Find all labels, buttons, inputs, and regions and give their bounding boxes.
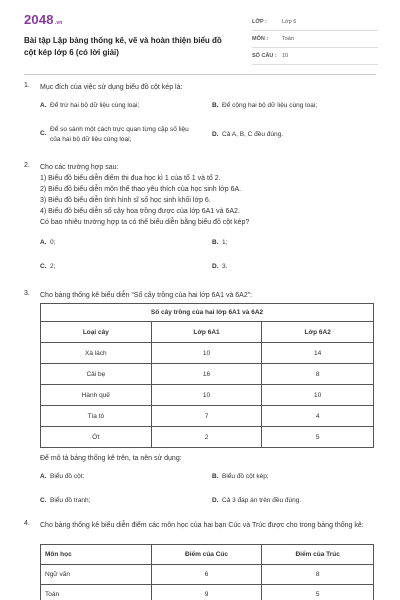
table-row xyxy=(41,427,374,448)
option-b[interactable]: B. Biểu đồ cột kép; xyxy=(212,473,269,480)
options xyxy=(40,228,376,278)
table-cell: Ngữ văn xyxy=(41,565,152,585)
column-header: Lớp 6A1 xyxy=(151,322,262,343)
meta-row-class xyxy=(252,14,378,31)
meta-row-count xyxy=(252,48,378,65)
table-row xyxy=(41,364,374,385)
column-header: Điểm của Cúc xyxy=(151,545,262,565)
question-3-followup xyxy=(24,453,376,513)
meta-row-subject xyxy=(252,31,378,48)
question-number: 4. xyxy=(24,520,30,527)
table-cell: 7 xyxy=(151,406,262,427)
question-text: Cho các trường hợp sau: 1) Biểu đồ biểu diễn điểm thi đua học kì 1 của tổ 1 và tổ 2. 2) Biểu đồ biểu diễn môn thể thao yêu thích của học sinh lớp 6A. 3) Biểu đồ biểu diễn tình hình sĩ số học sinh khối lớp 6. 4) Biểu đồ biểu diễn số cây hoa trồng được của lớp 6A1 và 6A2. Có bao nhiêu trường hợp ta có thể biểu diễn bằng biểu đồ cột kép? xyxy=(40,164,250,226)
table-cell: 10 xyxy=(151,385,262,406)
table-row xyxy=(41,565,374,585)
option-b[interactable]: B. Để cộng hai bộ dữ liệu cùng loại; xyxy=(212,102,318,109)
meta-label: MÔN : xyxy=(252,36,269,42)
option-b[interactable]: B. 1; xyxy=(212,239,228,246)
site-logo[interactable]: 2048.vn xyxy=(24,12,63,27)
option-c[interactable]: C. 2; xyxy=(40,263,56,270)
question-1 xyxy=(24,82,376,152)
table-cell: Tía tô xyxy=(41,406,152,427)
question-4 xyxy=(24,520,376,544)
table-cell: 16 xyxy=(151,364,262,385)
table-cell: 5 xyxy=(262,585,374,600)
table-cell: Cải bẹ xyxy=(41,364,152,385)
document-title: Bài tập Lập bảng thống kê, vẽ và hoàn thiện biểu đồ cột kép lớp 6 (có lời giải) xyxy=(24,36,222,57)
option-d[interactable]: D. Cả 3 đáp án trên đều đúng. xyxy=(212,497,302,504)
meta-value: Lớp 6 xyxy=(282,19,297,25)
table-cell: 6 xyxy=(151,565,262,585)
table-row xyxy=(41,385,374,406)
table-row xyxy=(41,343,374,364)
question-2 xyxy=(24,162,376,280)
question-number: 1. xyxy=(24,82,30,89)
table-cell: Ớt xyxy=(41,427,152,448)
column-header: Lớp 6A2 xyxy=(262,322,374,343)
table-cell: 10 xyxy=(262,385,374,406)
options xyxy=(40,464,376,512)
question-text: Để mô tả bảng thống kê trên, ta nên sử dụng: xyxy=(40,455,182,462)
table-cell: 10 xyxy=(151,343,262,364)
table-cell: Toán xyxy=(41,585,152,600)
question-text: Cho bảng thống kê biểu diễn điểm các môn học của hai bạn Cúc và Trúc được cho trong bảng thống kê: xyxy=(40,522,364,529)
option-a[interactable]: A. Biểu đồ cột; xyxy=(40,473,85,480)
column-header: Loại cây xyxy=(41,322,152,343)
grades-table xyxy=(40,544,374,600)
question-text: Mục đích của việc sử dụng biểu đồ cột kép là: xyxy=(40,84,183,91)
table-cell: 4 xyxy=(262,406,374,427)
page-header xyxy=(0,0,400,72)
question-number: 3. xyxy=(24,290,30,297)
option-d[interactable]: D. Cả A, B, C đều đúng. xyxy=(212,131,284,138)
meta-value: 10 xyxy=(282,53,289,59)
table-cell: 9 xyxy=(151,585,262,600)
table-cell: 8 xyxy=(262,364,374,385)
meta-value: Toán xyxy=(282,36,294,42)
column-header: Môn học xyxy=(41,545,152,565)
table-cell: 8 xyxy=(262,565,374,585)
meta-info xyxy=(252,14,378,65)
option-d[interactable]: D. 3. xyxy=(212,263,228,270)
table-row xyxy=(41,406,374,427)
table-cell: 14 xyxy=(262,343,374,364)
question-number: 2. xyxy=(24,162,30,169)
table-row xyxy=(41,585,374,600)
table-cell: 2 xyxy=(151,427,262,448)
question-text: Cho bảng thống kê biểu diễn “Số cây trồng của hai lớp 6A1 và 6A2”: xyxy=(40,292,253,299)
option-c[interactable]: C. Để so sánh một cách trực quan từng cặp số liệu của hai bộ dữ liệu cùng loại; xyxy=(40,126,189,143)
table-cell: 5 xyxy=(262,427,374,448)
meta-label: SỐ CÂU : xyxy=(252,53,277,59)
header-divider xyxy=(24,74,376,75)
table-cell: Xà lách xyxy=(41,343,152,364)
table-caption: Số cây trồng của hai lớp 6A1 và 6A2 xyxy=(41,304,374,322)
planting-table xyxy=(40,303,374,448)
table-cell: Hành quế xyxy=(41,385,152,406)
option-c[interactable]: C. Biểu đồ tranh; xyxy=(40,497,91,504)
column-header: Điểm của Trúc xyxy=(262,545,374,565)
option-a[interactable]: A. Để trừ hai bộ dữ liệu cùng loại; xyxy=(40,102,140,109)
meta-label: LỚP : xyxy=(252,19,267,25)
options xyxy=(40,93,376,145)
option-a[interactable]: A. 0; xyxy=(40,239,56,246)
